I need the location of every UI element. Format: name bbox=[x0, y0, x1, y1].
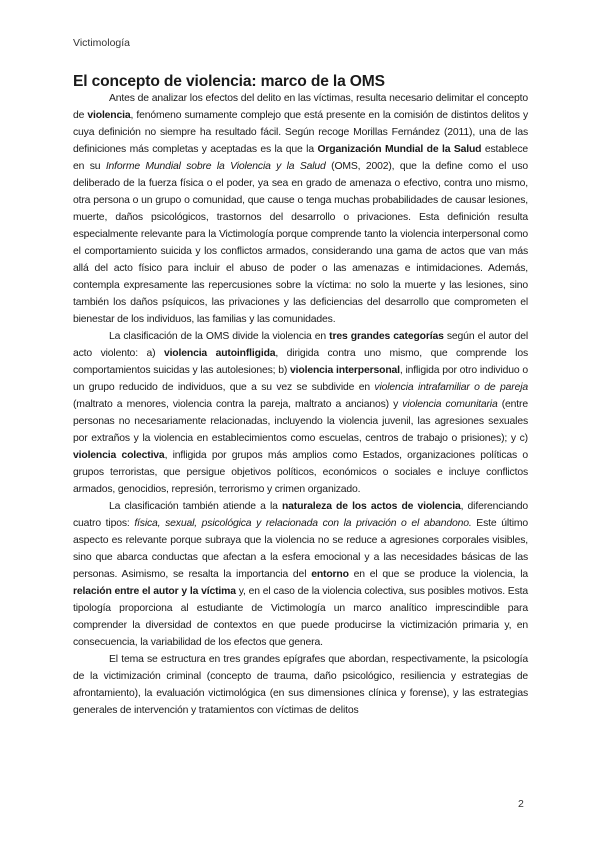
bold-term: violencia interpersonal bbox=[290, 365, 400, 376]
italic-term: Informe Mundial sobre la Violencia y la Salud bbox=[105, 161, 326, 172]
section-title: El concepto de violencia: marco de la OMS bbox=[73, 73, 385, 90]
text-run: , dirigida contra uno mismo, que comprende los comportamientos suicidas y las autolesiones; b) bbox=[73, 348, 528, 376]
text-run: La clasificación también atiende a la bbox=[109, 501, 282, 512]
italic-term: física, sexual, psicológica y relacionada con la privación o el abandono. bbox=[134, 518, 472, 529]
italic-term: violencia comunitaria bbox=[402, 399, 498, 410]
text-run: , fenómeno sumamente complejo que está presente en la comisión de distintos delitos y cuya definición no siempre ha resultado fácil. Según recoge Morillas Fernández (2011), una de las definiciones más completas y aceptadas es la que la bbox=[73, 110, 529, 155]
text-run: establece en su bbox=[73, 144, 528, 172]
text-run: en el que se produce la violencia, la bbox=[348, 569, 528, 580]
text-run: (maltrato a menores, violencia contra la pareja, maltrato a ancianos) y bbox=[73, 399, 403, 410]
bold-term: violencia bbox=[87, 110, 131, 121]
text-run: Antes de analizar los efectos del delito en las víctimas, resulta necesario delimitar el concepto de bbox=[73, 93, 528, 121]
paragraph bbox=[73, 651, 528, 719]
page-number: 2 bbox=[518, 798, 524, 810]
paragraph bbox=[73, 90, 528, 328]
text-run: según el autor del acto violento: a) bbox=[73, 331, 528, 359]
page-body bbox=[73, 73, 528, 719]
bold-term: violencia autoinfligida bbox=[163, 348, 276, 359]
bold-term: tres grandes categorías bbox=[329, 331, 444, 342]
paragraph bbox=[73, 328, 528, 498]
text-run: (OMS, 2002), que la define como el uso deliberado de la fuerza física o el poder, ya sea en grado de amenaza o efectivo, contra uno mismo, otra persona o un grupo o comunidad, que cause o tenga muchas probabilidades de causar lesiones, muerte, daños psicológicos, trastornos del desarrollo o privaciones. Esta definición resulta especialmente relevante para la Victimología porque comprende tanto la violencia interpersonal como el comportamiento suicida y los conflictos armados, considerando una gama de actos que van más allá del acto físico para incluir el abuso de poder o las amenazas e intimidaciones. Además, contempla expresamente las repercusiones sobre la víctima: no solo la muerte y las lesiones, sino también los daños psíquicos, las privaciones y las deficiencias del desarrollo que comprometen el bienestar de los individuos, las familias y las comunidades. bbox=[73, 161, 528, 325]
paragraph bbox=[73, 498, 528, 651]
italic-term: violencia intrafamiliar o de pareja bbox=[374, 382, 528, 393]
bold-term: relación entre el autor y la víctima bbox=[73, 586, 236, 597]
bold-term: Organización Mundial de la Salud bbox=[317, 144, 482, 155]
text-run: , infligida por grupos más amplios como Estados, organizaciones políticas o grupos terroristas, que persigue objetivos políticos, económicos o sociales e incluye conflictos armados, genocidios, represión, terrorismo y crimen organizado. bbox=[73, 450, 529, 495]
text-run: La clasificación de la OMS divide la violencia en bbox=[109, 331, 330, 342]
text-run: y, en el caso de la violencia colectiva, sus posibles motivos. Esta tipología proporciona al estudiante de Victimología un marco analítico imprescindible para comprender la diversidad de contextos en que puede producirse la victimización primaria y, en consecuencia, la variabilidad de los efectos que genera. bbox=[73, 586, 528, 648]
text-run: Este último aspecto es relevante porque subraya que la violencia no se reduce a agresiones corporales visibles, sino que abarca conductas que afectan a la esfera emocional y a las necesidades básicas de las personas. Asimismo, se resalta la importancia del bbox=[73, 518, 529, 580]
text-run: El tema se estructura en tres grandes epígrafes que abordan, respectivamente, la psicología de la victimización criminal (concepto de trauma, daño psicológico, resiliencia y estrategias de afrontamiento), la evaluación victimológica (en sus dimensiones clínica y forense), y las estrategias generales de intervención y tratamientos con víctimas de delitos bbox=[73, 654, 528, 716]
bold-term: entorno bbox=[311, 569, 349, 580]
text-run: , infligida por otro individuo o un grupo reducido de individuos, que a su vez se subdivide en bbox=[73, 365, 528, 393]
text-run: (entre personas no necesariamente relacionadas, incluyendo la violencia juvenil, las agresiones sexuales por extraños y la violencia en establecimientos como escuelas, centros de trabajo o prisiones); y c) bbox=[73, 399, 528, 444]
running-header: Victimología bbox=[73, 37, 131, 49]
text-run: , diferenciando cuatro tipos: bbox=[73, 501, 528, 529]
bold-term: naturaleza de los actos de violencia bbox=[281, 501, 461, 512]
bold-term: violencia colectiva bbox=[73, 450, 165, 461]
